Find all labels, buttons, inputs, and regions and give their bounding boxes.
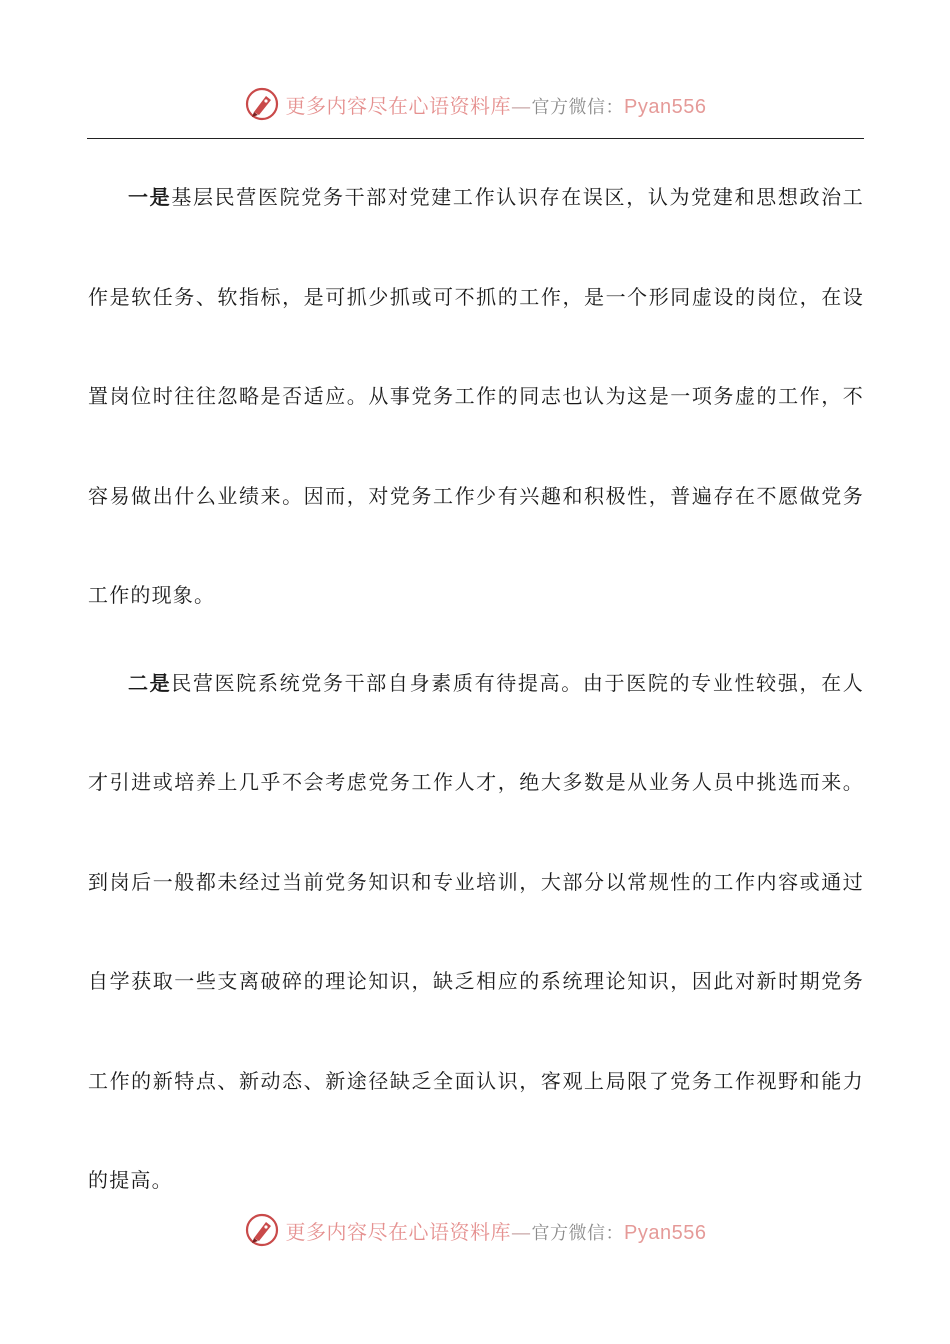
paragraph-1 <box>88 148 864 646</box>
watermark-dash-footer: — <box>511 1219 532 1244</box>
pen-nib-logo-icon <box>244 86 280 122</box>
watermark-banner-footer <box>244 1212 707 1248</box>
paragraph-2-text: 民营医院系统党务干部自身素质有待提高。由于医院的专业性较强，在人才引进或培养上几乎不会考虑党务工作人才，绝大多数是从业务人员中挑选而来。到岗后一般都未经过当前党务知识和专业培训，大部分以常规性的工作内容或通过自学获取一些支离破碎的理论知识，缺乏相应的系统理论知识，因此对新时期党务工作的新特点、新动态、新途径缺乏全面认识，客观上局限了党务工作视野和能力的提高。 <box>88 670 864 1192</box>
watermark-text-footer <box>286 1216 707 1245</box>
paragraph-2-lead: 二是 <box>128 670 172 695</box>
footer-watermark <box>0 1210 950 1250</box>
paragraph-1-lead: 一是 <box>128 185 172 209</box>
watermark-wechat-id: Pyan556 <box>624 95 707 118</box>
watermark-wechat-id-footer: Pyan556 <box>624 1221 707 1244</box>
watermark-banner <box>244 86 707 122</box>
watermark-wechat-label-footer: 官方微信： <box>531 1222 625 1244</box>
watermark-text <box>286 90 707 119</box>
watermark-dash: — <box>511 93 532 118</box>
document-body <box>88 148 864 1231</box>
pen-nib-logo-icon <box>244 1212 280 1248</box>
paragraph-2 <box>88 634 864 1231</box>
watermark-site-text: 更多内容尽在心语资料库 <box>285 93 512 118</box>
header-divider <box>87 138 864 139</box>
watermark-site-text-footer: 更多内容尽在心语资料库 <box>285 1219 512 1244</box>
header-watermark <box>0 84 950 124</box>
watermark-wechat-label: 官方微信： <box>531 96 625 118</box>
paragraph-1-text: 基层民营医院党务干部对党建工作认识存在误区，认为党建和思想政治工作是软任务、软指标，是可抓少抓或可不抓的工作，是一个形同虚设的岗位，在设置岗位时往往忽略是否适应。从事党务工作的同志也认为这是一项务虚的工作，不容易做出什么业绩来。因而，对党务工作少有兴趣和积极性，普遍存在不愿做党务工作的现象。 <box>88 185 864 607</box>
